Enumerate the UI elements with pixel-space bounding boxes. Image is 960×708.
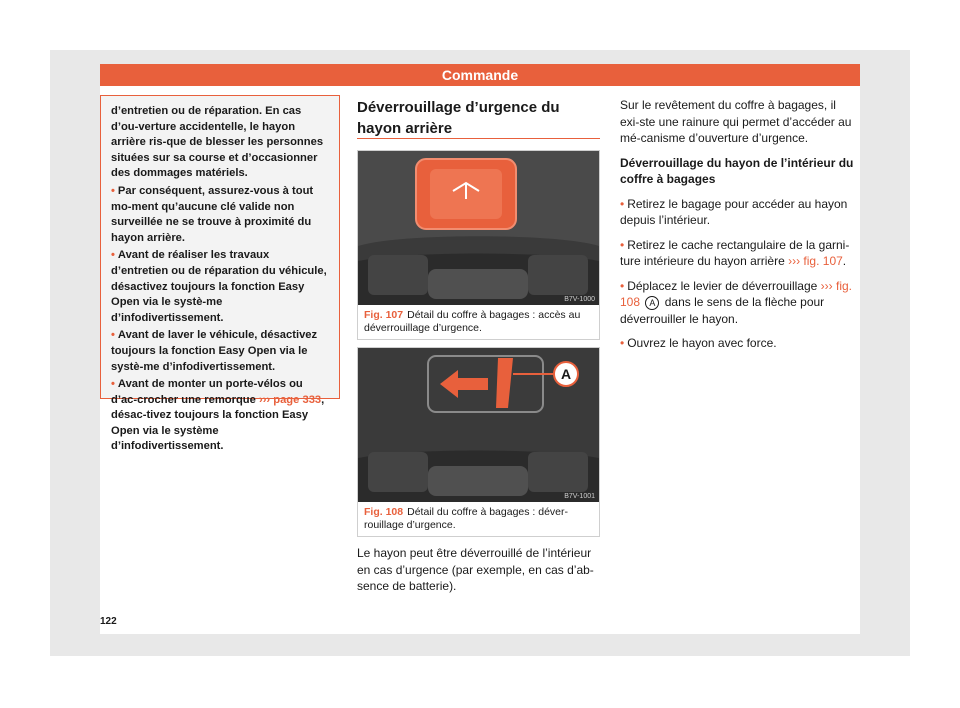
chapter-header: Commande: [100, 64, 860, 86]
callout-label: A: [560, 366, 572, 382]
bullet-icon: •: [620, 237, 625, 252]
bullet-icon: •: [111, 249, 115, 262]
subheading: Déverrouillage du hayon de l’intérieur du coffre à bagages: [620, 155, 854, 186]
bullet-icon: •: [620, 278, 625, 293]
warning-text: d’entretien ou de réparation. En cas d’ou-verture accidentelle, le hayon arrière ris-que de blesser les personnes situées sur sa course et d’occasionner des dommages matériels.: [111, 105, 324, 180]
figure-108: [357, 347, 600, 537]
figure-108-image: [358, 348, 599, 502]
figure-107: [357, 150, 600, 340]
step-item: • Déplacez le levier de déverrouillage ››› fig. 108 A dans le sens de la flèche pour déverrouiller le hayon.: [620, 278, 852, 326]
bullet-icon: •: [620, 336, 625, 350]
callout-badge: A: [645, 296, 659, 310]
figure-number: Fig. 107: [364, 309, 404, 321]
figure-108-caption: Fig. 108 Détail du coffre à bagages : déver-rouillage d’urgence.: [364, 506, 569, 531]
bullet-icon: •: [111, 184, 115, 197]
figure-number: Fig. 108: [364, 506, 404, 518]
figure-code: B7V-1000: [564, 296, 595, 303]
warning-bullet: • Avant de laver le véhicule, désactivez toujours la fonction Easy Open via le systè-me d’infodivertissement.: [111, 329, 318, 373]
figure-107-image: [358, 151, 599, 305]
emergency-release-illustration: [358, 348, 599, 502]
right-column: [620, 97, 858, 360]
figure-107-caption: Fig. 107 Détail du coffre à bagages : accès au déverrouillage d’urgence.: [364, 309, 581, 334]
bullet-icon: •: [111, 329, 115, 342]
bullet-icon: •: [620, 196, 625, 211]
warning-bullet: • Avant de réaliser les travaux d’entretien ou de réparation du véhicule, désactivez toujours la fonction Easy Open via le systè-me d’infodivertissement.: [111, 249, 327, 324]
bullet-icon: •: [111, 378, 115, 391]
step-item: • Retirez le bagage pour accéder au hayon depuis l’intérieur.: [620, 196, 848, 227]
page-number: 122: [100, 616, 117, 627]
body-paragraph: Le hayon peut être déverrouillé de l’intérieur en cas d’urgence (par exemple, en cas d’ab-sence de batterie).: [357, 546, 594, 593]
warning-bullet: • Avant de monter un porte-vélos ou d’ac-crocher une remorque ››› page 333, désac-tivez toujours la fonction Easy Open via le système d’infodivertissement.: [111, 378, 325, 453]
section-title: Déverrouillage d’urgence du hayon arrière: [357, 99, 560, 137]
warning-box: [100, 95, 340, 453]
step-item: • Retirez le cache rectangulaire de la garni-ture intérieure du hayon arrière ››› fig. 107.: [620, 237, 850, 268]
figure-link[interactable]: ››› fig. 108: [620, 278, 852, 309]
trunk-access-illustration: [358, 151, 599, 305]
page-link[interactable]: ››› page 333: [258, 393, 322, 406]
figure-code: B7V-1001: [564, 493, 595, 500]
figure-link[interactable]: ››› fig. 107: [788, 254, 843, 268]
intro-paragraph: Sur le revêtement du coffre à bagages, il exi-ste une rainure qui permet d’accéder au mé-canisme d’ouverture d’urgence.: [620, 98, 852, 145]
title-divider: [357, 138, 600, 139]
step-item: • Ouvrez le hayon avec force.: [620, 336, 777, 350]
warning-bullet: • Par conséquent, assurez-vous à tout mo-ment qu’aucune clé valide non surveillée ne se trouve à proximité du hayon arrière.: [111, 184, 314, 244]
